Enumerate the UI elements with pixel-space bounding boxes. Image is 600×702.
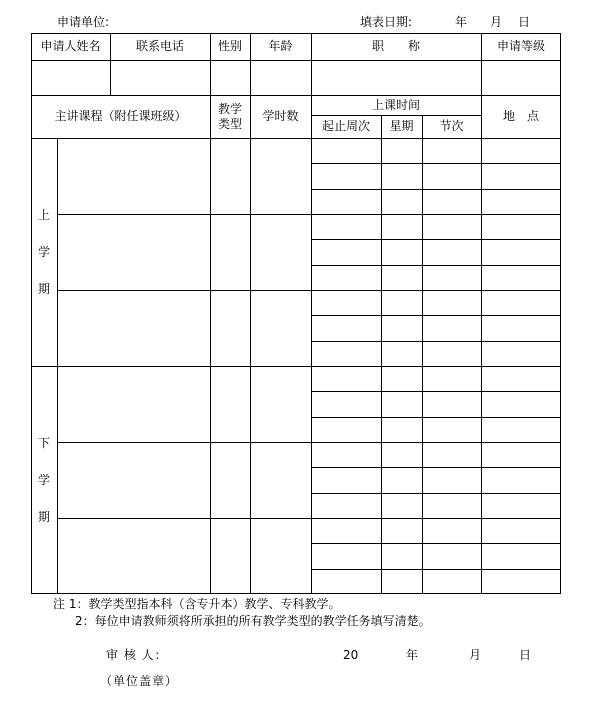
header-day-label: 日: [518, 15, 531, 29]
main-course-header: 主讲课程（附任课班级）: [54, 109, 187, 123]
gender-field[interactable]: [210, 60, 250, 95]
second-semester-label: [31, 366, 57, 594]
professional-title-header: 职 称: [371, 39, 420, 53]
first-semester-char: 学: [37, 244, 50, 259]
second-semester-char: 期: [37, 509, 50, 524]
contact-phone-header: 联系电话: [135, 39, 184, 53]
second-semester-char: 学: [37, 472, 50, 487]
footer-year-prefix: 20: [343, 648, 359, 662]
first-semester-char: 上: [37, 207, 50, 222]
apply-level-header: 申请等级: [496, 39, 545, 53]
period-header: 节次: [439, 119, 464, 133]
note-1: 注 1：教学类型指本科（含专升本）教学、专科教学。: [53, 597, 341, 611]
footer-year-label: 年: [406, 648, 419, 662]
note-2: 2：每位申请教师须将所承担的所有教学类型的教学任务填写清楚。: [75, 614, 431, 628]
weekday-header: 星期: [389, 119, 414, 133]
apply-level-field[interactable]: [481, 60, 561, 95]
applicant-unit-label: 申请单位:: [57, 15, 110, 29]
teaching-type-header: 教学类型: [217, 101, 242, 131]
age-field[interactable]: [250, 60, 311, 95]
class-time-header: 上课时间: [371, 97, 420, 112]
second-semester-char: 下: [37, 435, 50, 450]
location-header: 地 点: [502, 109, 539, 123]
age-header: 年龄: [268, 39, 293, 53]
header-year-label: 年: [455, 15, 468, 29]
footer-month-label: 月: [469, 648, 482, 662]
start-end-weeks-header: 起止周次: [321, 119, 370, 133]
professional-title-field[interactable]: [311, 60, 481, 95]
footer-day-label: 日: [519, 648, 532, 662]
first-semester-char: 期: [37, 281, 50, 296]
fill-date-label: 填表日期:: [360, 15, 413, 29]
reviewer-label: 审 核 人：: [106, 648, 168, 662]
gender-header: 性别: [217, 39, 242, 53]
unit-seal-label: （单位盖章）: [100, 674, 179, 688]
contact-phone-field[interactable]: [110, 60, 210, 95]
hours-header: 学时数: [262, 109, 299, 123]
applicant-name-field[interactable]: [31, 60, 110, 95]
header-month-label: 月: [490, 15, 503, 29]
first-semester-label: [31, 138, 57, 366]
applicant-name-header: 申请人姓名: [40, 39, 101, 53]
